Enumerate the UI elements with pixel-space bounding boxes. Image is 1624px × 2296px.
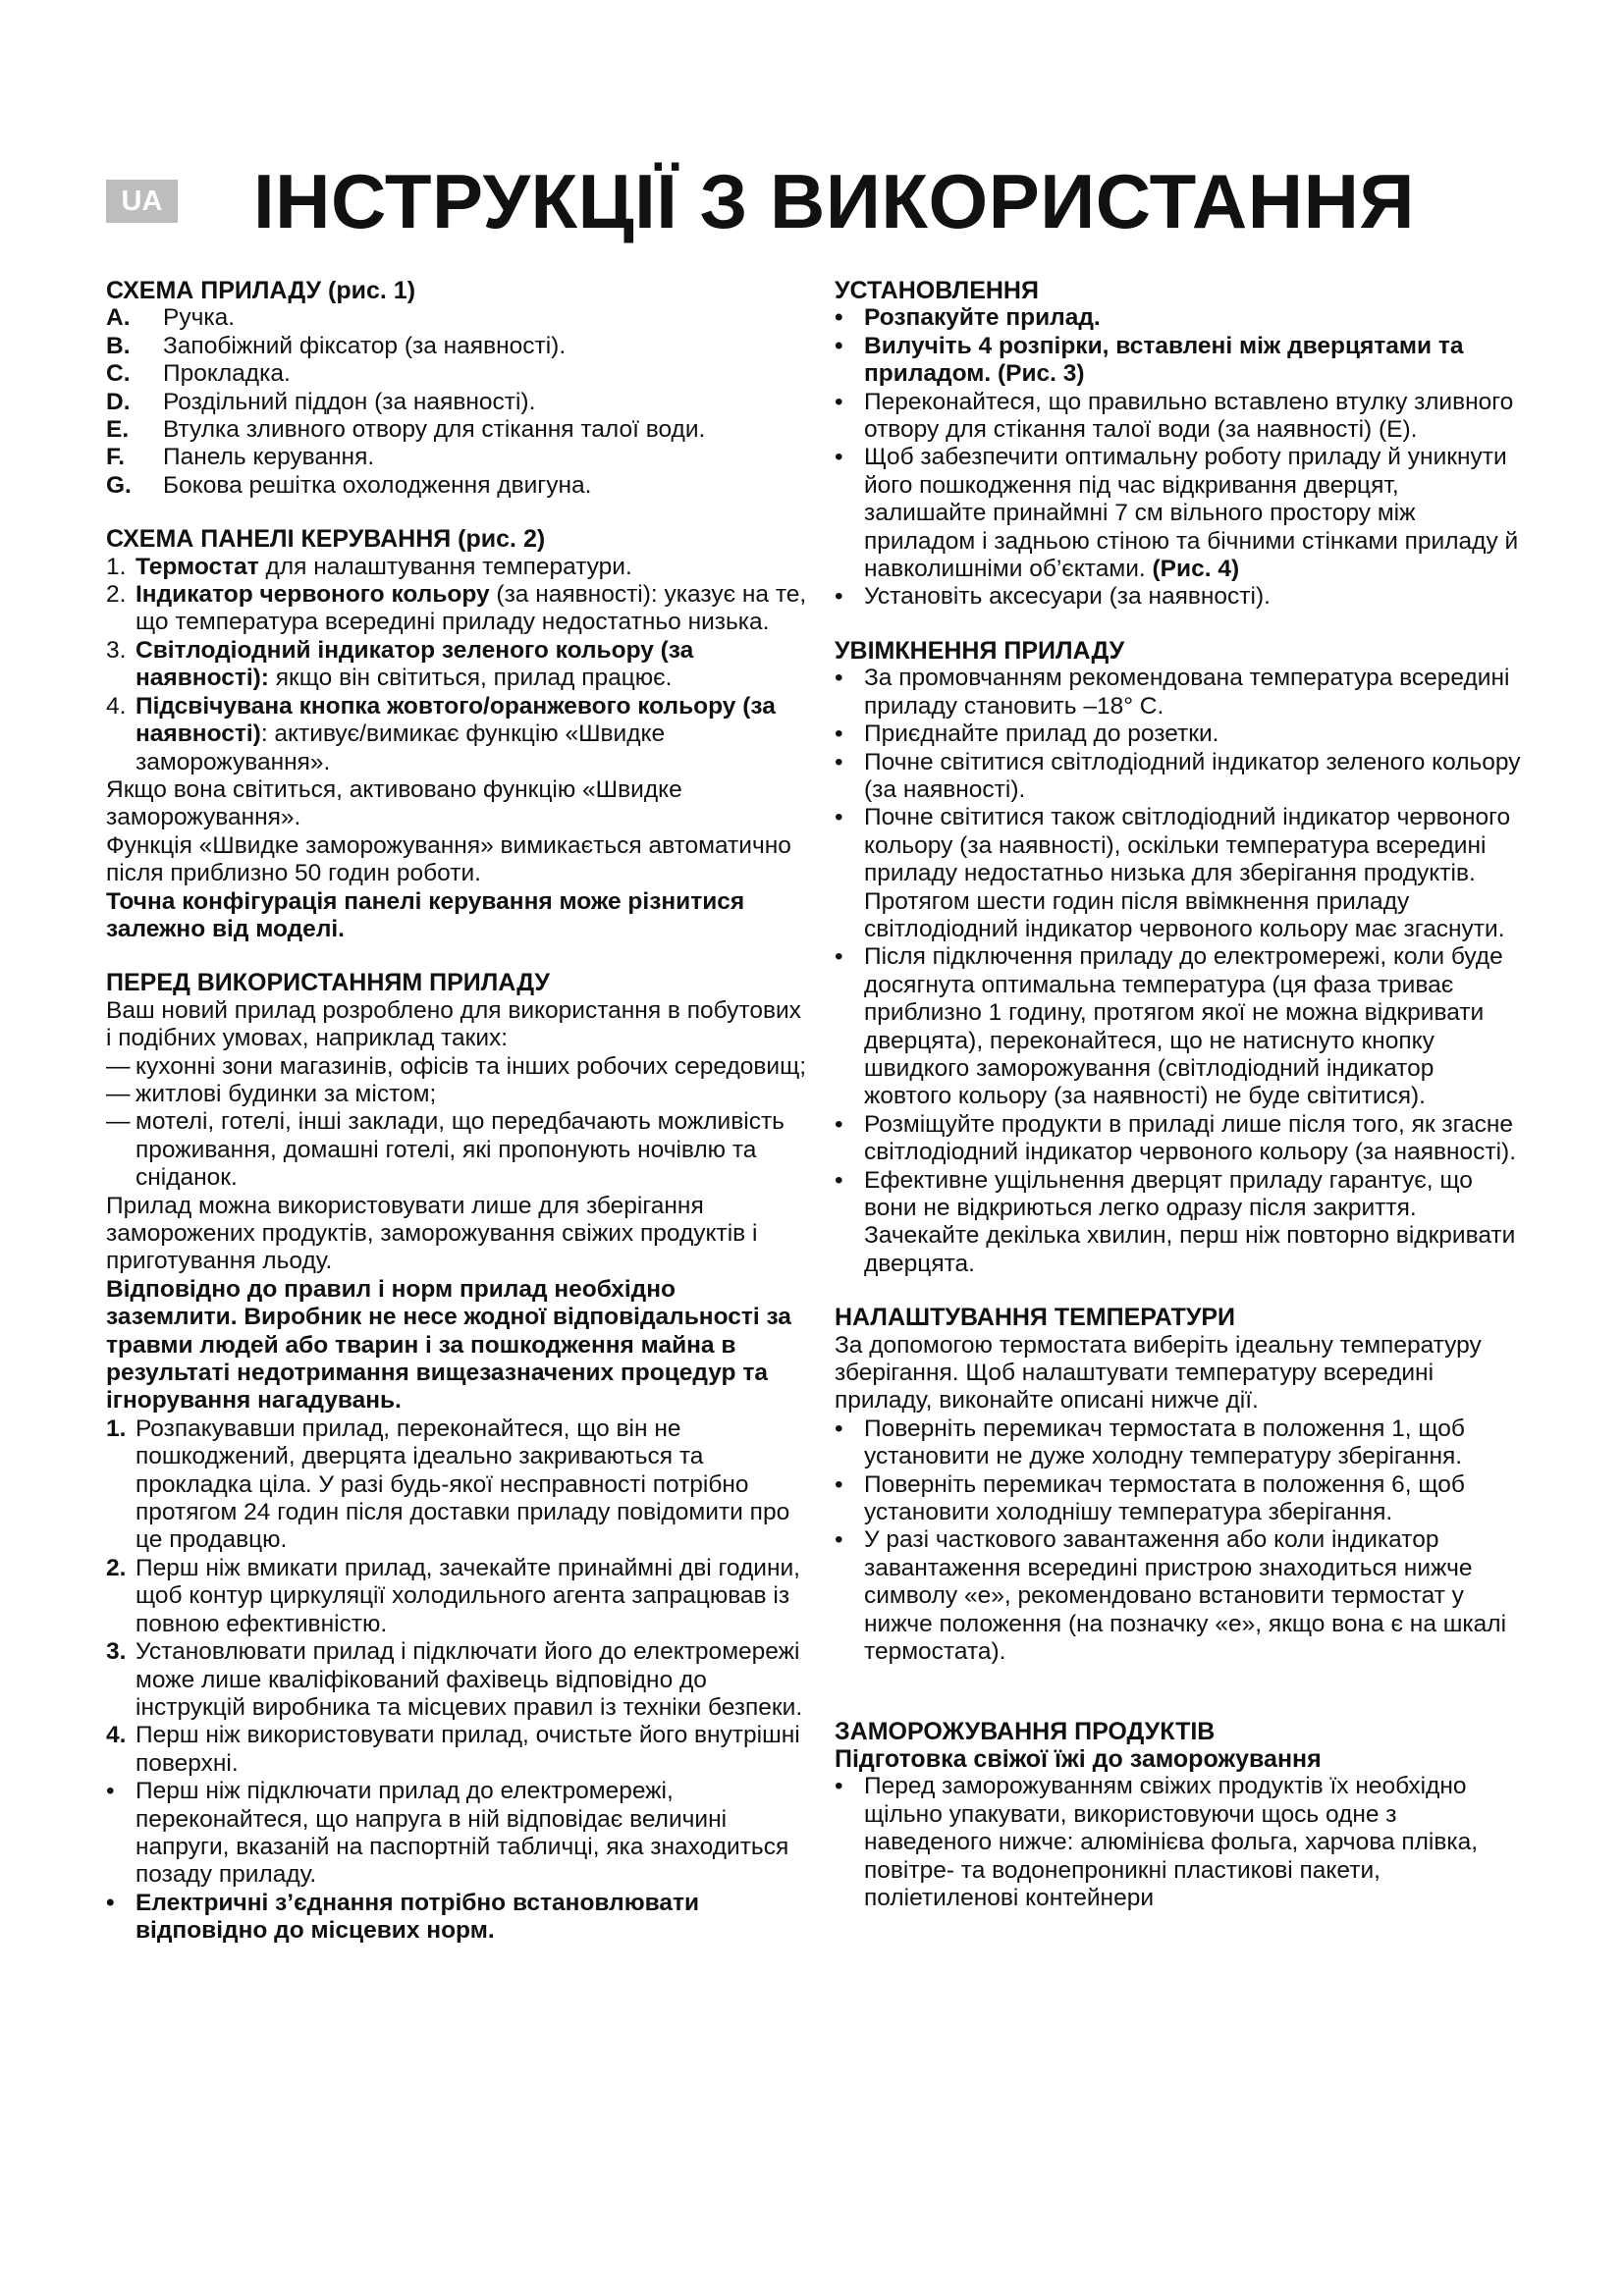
bullet-item: • Щоб забезпечити оптимальну роботу приладу й уникнути його пошкодження під час відкривання дверцят, залишайте принаймні 7 см вільного простору між приладом і задньою стіною та бічними стінками приладу й навколишніми об’єктами. (Рис. 4) — [835, 444, 1519, 583]
panel-item: 3. Світлодіодний індикатор зеленого кольору (за наявності): якщо він світиться, прилад працює. — [106, 636, 694, 692]
paragraph: Якщо вона світиться, активовано функцію «Швидке заморожування». — [106, 775, 682, 831]
appliance-scheme-section — [106, 277, 813, 500]
bullet-item: • Вилучіть 4 розпірки, вставлені між дверцятами та приладом. (Рис. 3) — [835, 332, 1464, 388]
bullet-item: • Поверніть перемикач термостата в положення 6, щоб установити холоднішу температура зберігання. — [835, 1470, 1465, 1526]
bullet-item: • Перед заморожуванням свіжих продуктів їх необхідно щільно упакувати, використовуючи щось одне з наведеного нижче: алюмінієва фольга, харчова плівка, повітре- та водонепроникні пластикові пакети, поліетиленові контейнери — [835, 1773, 1479, 1911]
section-heading: СХЕМА ПАНЕЛІ КЕРУВАННЯ (рис. 2) — [106, 525, 546, 554]
left-column — [106, 277, 813, 1971]
dash-item: — мотелі, готелі, інші заклади, що передбачають можливість проживання, домашні готелі, які пропонують ночівлю та сніданок. — [106, 1108, 785, 1192]
step-item: 2. Перш ніж вмикати прилад, зачекайте принаймні дві години, щоб контур циркуляції холодильного агента запрацював із повною ефективністю. — [106, 1554, 800, 1637]
bullet-item: • Переконайтеся, що правильно вставлено втулку зливного отвору для стікання талої води (за наявності) (E). — [835, 388, 1514, 444]
installation-section — [835, 277, 1522, 612]
panel-item: 4. Підсвічувана кнопка жовтого/оранжевого кольору (за наявності): активує/вимикає функцію «Швидке заморожування». — [106, 692, 776, 775]
page-title: ІНСТРУКЦІЇ З ВИКОРИСТАННЯ — [253, 158, 1415, 244]
step-item: 3. Установлювати прилад і підключати його до електромережі може лише кваліфікований фахівець відповідно до інструкцій виробника та місцевих правил із техніки безпеки. — [106, 1638, 803, 1721]
section-heading: СХЕМА ПРИЛАДУ (рис. 1) — [106, 277, 416, 304]
scheme-item: F. Панель керування. — [106, 444, 375, 471]
bullet-item: • Електричні з’єднання потрібно встановлювати відповідно до місцевих норм. — [106, 1889, 700, 1945]
bullet-item: • Перш ніж підключати прилад до електромережі, переконайтеся, що напруга в ній відповідає величині напруги, вказаній на паспортній табличці, яка знаходиться позаду приладу. — [106, 1778, 789, 1889]
right-column — [835, 277, 1522, 1938]
scheme-item: D. Роздільний піддон (за наявності). — [106, 388, 536, 415]
panel-item: 1. Термостат для налаштування температури. — [106, 553, 632, 580]
section-heading: НАЛАШТУВАННЯ ТЕМПЕРАТУРИ — [835, 1304, 1236, 1332]
bold-warning: Відповідно до правил і норм прилад необхідно заземлити. Виробник не несе жодної відповідальності за травми людей або тварин і за пошкодження майна в результаті недотримання вищезазначених процедур та ігнорування нагадувань. — [106, 1275, 791, 1415]
freezing-section — [835, 1718, 1522, 1913]
dash-item: — кухонні зони магазинів, офісів та інших робочих середовищ; — [106, 1052, 807, 1080]
bullet-item: • Установіть аксесуари (за наявності). — [835, 583, 1271, 611]
control-panel-section — [106, 525, 813, 943]
bullet-item: • За промовчанням рекомендована температура всередині приладу становить –18° C. — [835, 665, 1510, 720]
bullet-item: • Почне світитися світлодіодний індикатор зеленого кольору (за наявності). — [835, 748, 1521, 803]
section-heading: ЗАМОРОЖУВАННЯ ПРОДУКТІВ — [835, 1717, 1216, 1745]
section-heading: УСТАНОВЛЕННЯ — [835, 277, 1039, 304]
dash-item: — житлові будинки за містом; — [106, 1080, 437, 1107]
bullet-item: • Ефективне ущільнення дверцят приладу гарантує, що вони не відкриються легко одразу після закриття. Зачекайте декілька хвилин, перш ніж повторно відкривати дверцята. — [835, 1166, 1516, 1277]
bullet-item: • Розміщуйте продукти в приладі лише після того, як згасне світлодіодний індикатор червоного кольору (за наявності). — [835, 1110, 1517, 1166]
before-use-section — [106, 969, 813, 1945]
bullet-item: • Приєднайте прилад до розетки. — [835, 721, 1219, 748]
bold-note: Точна конфігурація панелі керування може різнитися залежно від моделі. — [106, 887, 745, 942]
step-item: 4. Перш ніж використовувати прилад, очистьте його внутрішні поверхні. — [106, 1722, 800, 1777]
paragraph: Функція «Швидке заморожування» вимикається автоматично після приблизно 50 годин роботи. — [106, 831, 791, 887]
paragraph: Ваш новий прилад розроблено для використання в побутових і подібних умовах, наприклад таких: — [106, 996, 801, 1052]
switch-on-section — [835, 637, 1522, 1278]
section-subheading: Підготовка свіжої їжі до заморожування — [835, 1744, 1322, 1773]
section-heading: ПЕРЕД ВИКОРИСТАННЯМ ПРИЛАДУ — [106, 969, 550, 997]
scheme-item: E. Втулка зливного отвору для стікання талої води. — [106, 416, 706, 444]
bullet-item: • У разі часткового завантаження або коли індикатор завантаження всередині пристрою знаходиться нижче символу «e», рекомендовано встановити термостат у нижче положення (на позначку «e», якщо вона є на шкалі термостата). — [835, 1526, 1507, 1666]
temperature-section — [835, 1304, 1522, 1666]
panel-item: 2. Індикатор червоного кольору (за наявності): указує на те, що температура всередині приладу недостатньо низька. — [106, 581, 807, 636]
scheme-item: G. Бокова решітка охолодження двигуна. — [106, 471, 592, 499]
language-badge: UA — [106, 180, 178, 223]
step-item: 1. Розпакувавши прилад, переконайтеся, що він не пошкоджений, дверцята ідеально закриваються та прокладка ціла. У разі будь-якої несправності потрібно протягом 24 годин після доставки приладу повідомити про це продавцю. — [106, 1415, 790, 1554]
scheme-item: C. Прокладка. — [106, 360, 291, 388]
paragraph: Прилад можна використовувати лише для зберігання заморожених продуктів, заморожування свіжих продуктів і приготування льоду. — [106, 1192, 758, 1275]
paragraph: За допомогою термостата виберіть ідеальну температуру зберігання. Щоб налаштувати температуру всередині приладу, виконайте описані нижче дії. — [835, 1331, 1482, 1415]
scheme-item: A. Ручка. — [106, 304, 236, 332]
bullet-item: • Після підключення приладу до електромережі, коли буде досягнута оптимальна температура (ця фаза триває приблизно 1 годину, протягом якої не можна відкривати дверцята), переконайтеся, що не натиснуто кнопку швидкого заморожування (світлодіодний індикатор жовтого кольору (за наявності) не буде світитися). — [835, 943, 1503, 1110]
section-heading: УВІМКНЕННЯ ПРИЛАДУ — [835, 636, 1125, 665]
bullet-item: • Почне світитися також світлодіодний індикатор червоного кольору (за наявності), оскільки температура всередині приладу недостатньо низька для зберігання продуктів. Протягом шести годин після ввімкнення приладу світлодіодний індикатор червоного кольору має згаснути. — [835, 804, 1511, 942]
scheme-item: B. Запобіжний фіксатор (за наявності). — [106, 332, 567, 359]
bullet-item: • Поверніть перемикач термостата в положення 1, щоб установити не дуже холодну температуру зберігання. — [835, 1415, 1465, 1470]
bullet-item: • Розпакуйте прилад. — [835, 304, 1101, 332]
